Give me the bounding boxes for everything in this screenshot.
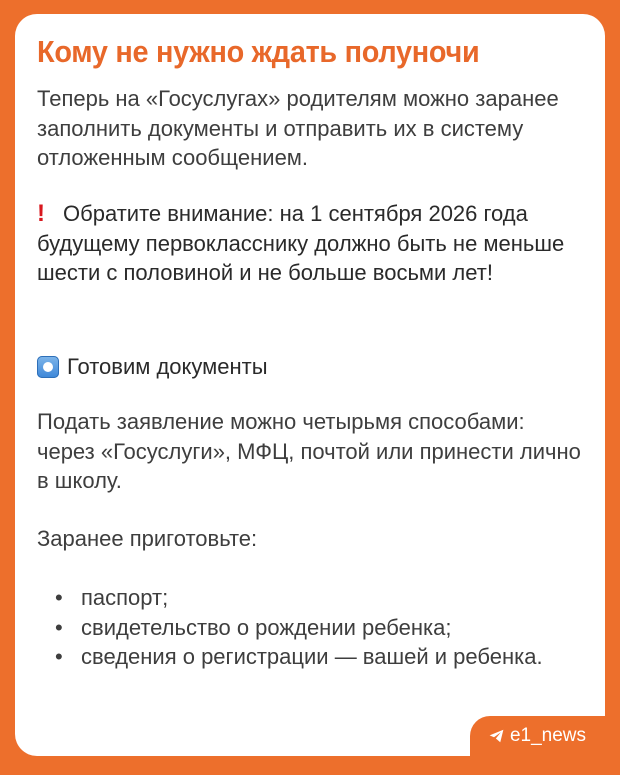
post-title: Кому не нужно ждать полуночи [37,34,480,69]
channel-badge[interactable] [470,716,605,756]
channel-handle: e1_news [509,725,587,746]
section-title: Готовим документы [67,354,268,379]
bullet-dot: • [55,614,63,640]
bullet-dot: • [55,585,63,610]
notice-text: Обратите внимание: на 1 сентября 2026 года будущему первокласснику должно быть не меньше шести с половиной и не больше восьми лет! [37,201,565,285]
content-card [15,14,605,756]
list-item: • свидетельство о рождении ребенка; [55,613,575,643]
notice-paragraph [37,199,597,288]
prepare-paragraph: Заранее приготовьте: [37,526,258,551]
ways-paragraph: Подать заявление можно четырьмя способами: через «Госуслуги», МФЦ, почтой или принести лично в школу. [37,409,581,493]
telegram-plane-icon [489,729,504,743]
bullet-dot: • [55,644,63,669]
stop-button-icon [37,356,59,378]
lead-paragraph: Теперь на «Госуслугах» родителям можно заранее заполнить документы и отправить их в систему отложенным сообщением. [37,86,559,170]
section-heading [37,354,268,380]
exclamation-icon: ! [37,200,45,227]
list-item: • паспорт; [55,583,575,613]
list-item: • сведения о регистрации — вашей и ребенка. [55,642,575,672]
documents-list [55,583,575,672]
